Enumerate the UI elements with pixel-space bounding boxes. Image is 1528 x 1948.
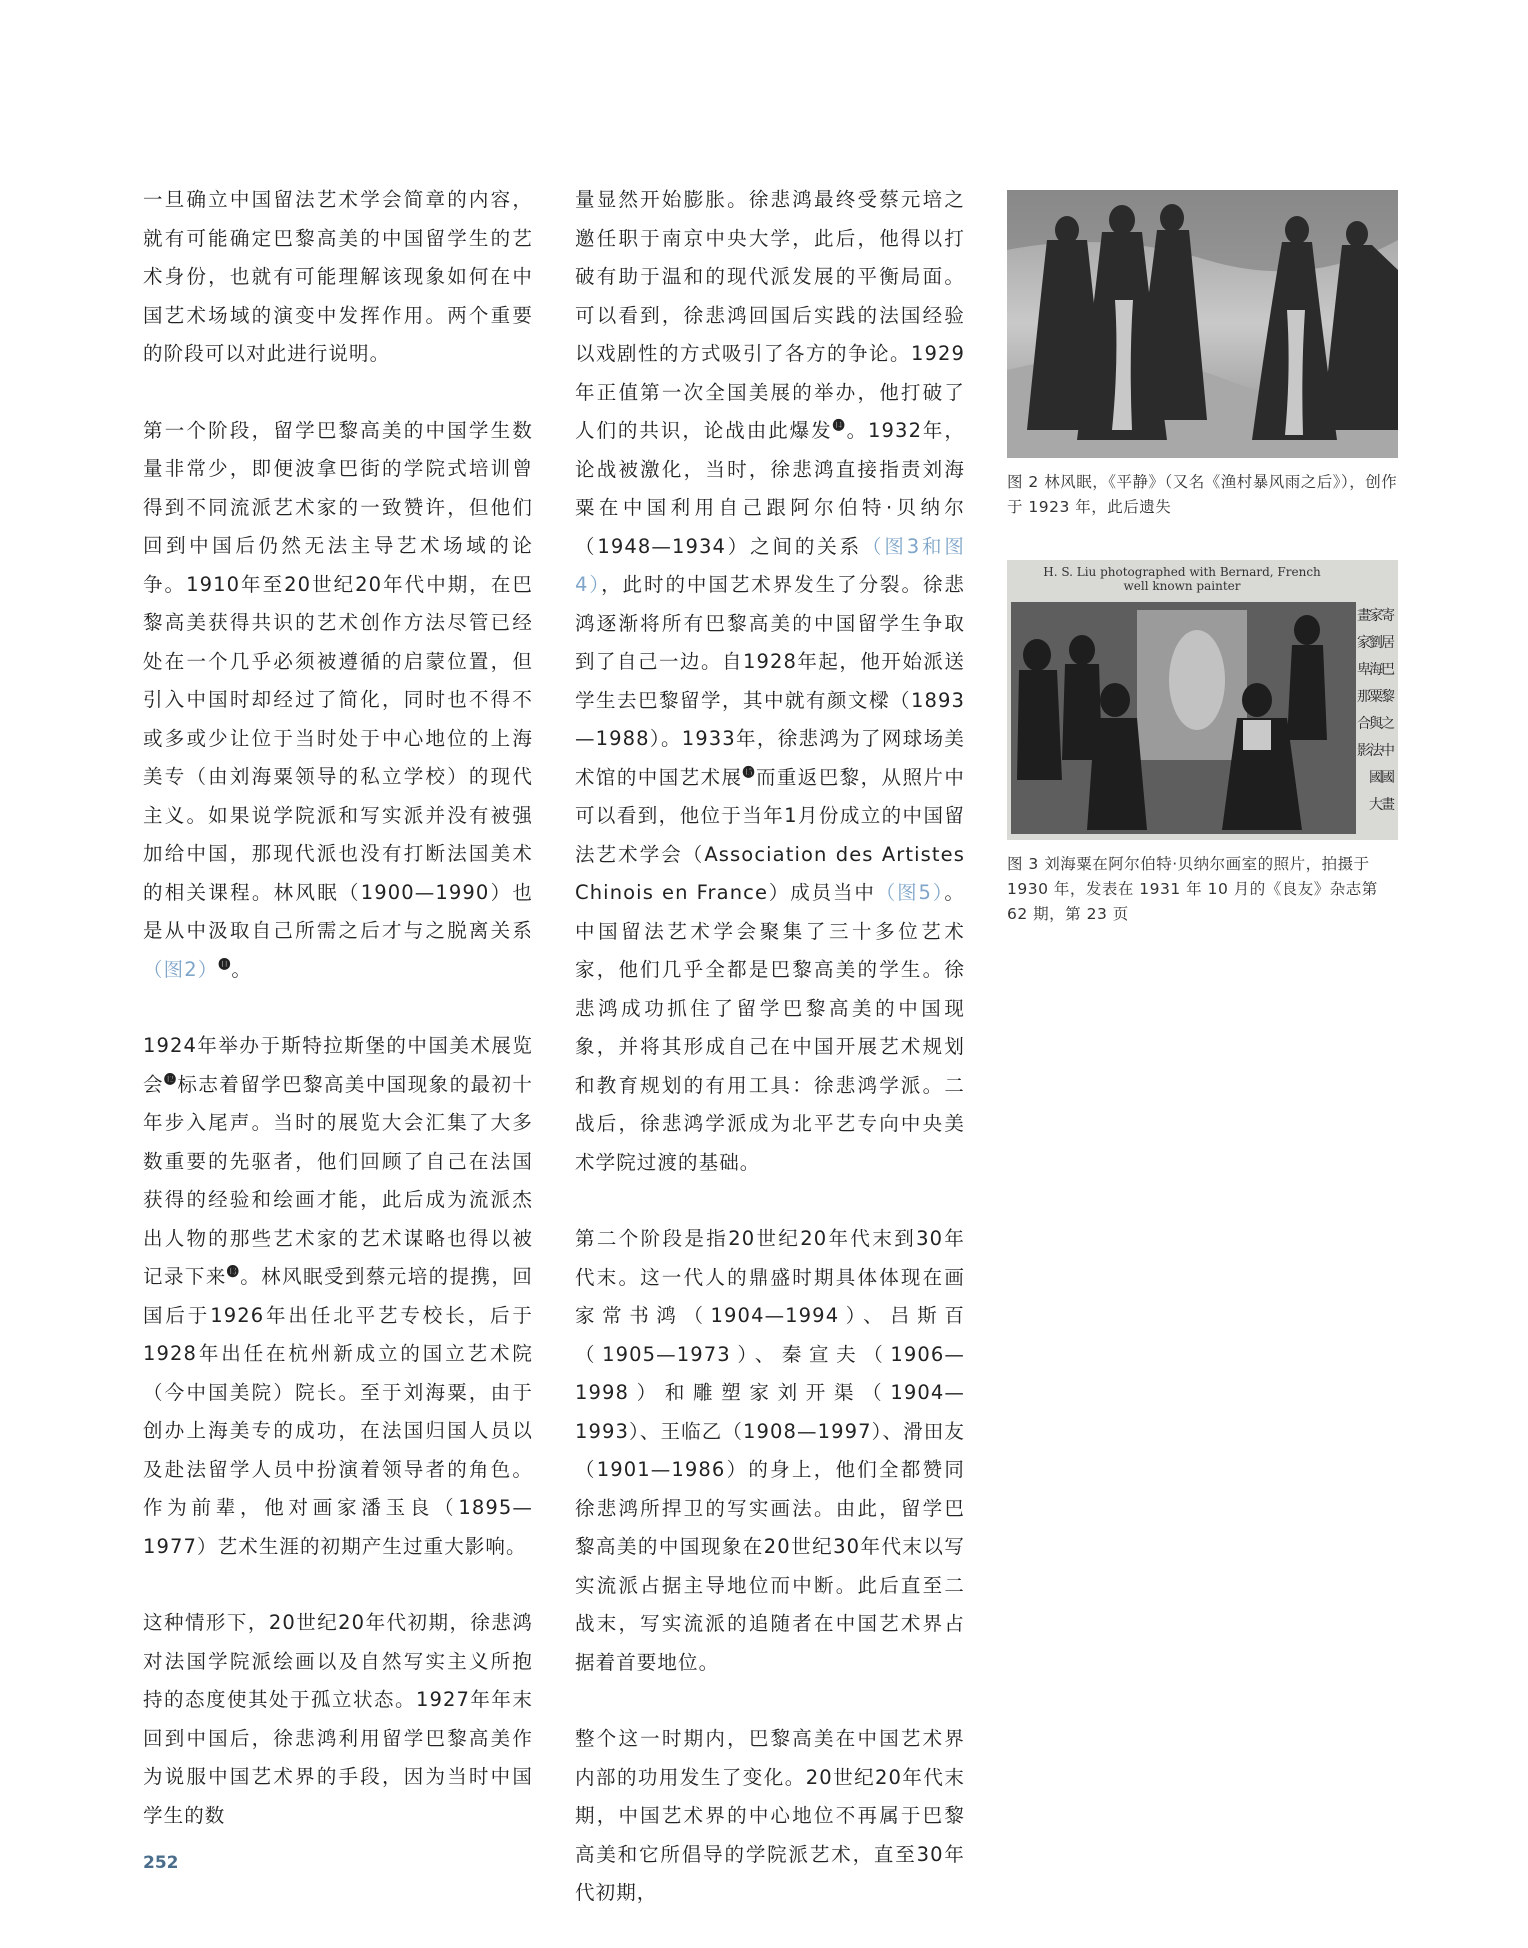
figure-reference-link[interactable]: （图5） <box>875 881 945 904</box>
plate-vertical-char: 海 <box>1369 662 1383 678</box>
figure-reference-link[interactable]: （图2） <box>143 957 219 981</box>
plate-vertical-char: 法 <box>1369 743 1383 759</box>
plate-vertical-char: 黎 <box>1381 689 1395 705</box>
paragraph-text: 标志着留学巴黎高美中国现象的最初十年步入尾声。当时的展览大会汇集了大多数重要的先驱者，他们回顾了自己在法国获得的经验和绘画才能，此后成为流派杰出人物的那些艺术家的艺术谋略也得以被记录下来 <box>143 1072 534 1288</box>
paragraph-text: 第一个阶段，留学巴黎高美的中国学生数量非常少，即便波拿巴街的学院式培训曾得到不同流派艺术家的一致赞许，但他们回到中国后仍然无法主导艺术场域的论争。1910年至20世纪20年代中期，在巴黎高美获得共识的艺术创作方法尽管已经处在一个几乎必须被遵循的启蒙位置，但引入中国时却经过了简化，同时也不得不或多或少让位于当时处于中心地位的上海美专（由刘海粟领导的私立学校）的现代主义。如果说学院派和写实派并没有被强加给中国，那现代派也没有打断法国美术的相关课程。林风眠（1900—1990）也是从中汲取自己所需之后才与之脱离关系 <box>143 418 533 942</box>
plate-vertical-char: 中 <box>1381 743 1395 759</box>
footnote-marker[interactable]: ⓯ <box>742 765 756 779</box>
plate-vertical-char: 巴 <box>1381 662 1395 678</box>
footnote-marker[interactable]: ⓮ <box>832 418 847 433</box>
figure-2-caption: 图 2 林风眠，《平静》（又名《渔村暴风雨之后》），创作于 1923 年，此后遗失 <box>1007 473 1398 516</box>
paragraph <box>143 1604 533 1835</box>
paragraph-text: 第二个阶段是指20世纪20年代末到30年代末。这一代人的鼎盛时期具体体现在画家常书鸿（1904—1994）、吕斯百（1905—1973）、秦宣夫（1906—1998）和雕塑家刘开渠（1904—1993）、王临乙（1908—1997）、滑田友（1901—1986）的身上，他们全都赞同徐悲鸿所捍卫的写实画法。由此，留学巴黎高美的中国现象在20世纪30年代末以写实流派占据主导地位而中断。此后直至二战末，写实流派的追随者在中国艺术界占据着首要地位。 <box>575 1227 965 1674</box>
figure-3-photo-image <box>1007 560 1398 840</box>
paragraph-text: 一旦确立中国留法艺术学会简章的内容，就有可能确定巴黎高美的中国留学生的艺术身份，也就有可能理解该现象如何在中国艺术场域的演变中发挥作用。两个重要的阶段可以对此进行说明。 <box>143 188 533 365</box>
plate-vertical-char: 畫 <box>1357 608 1371 624</box>
paragraph-text: 1924年举办于斯特拉斯堡的中国美术展览会 <box>143 1034 533 1096</box>
paragraph <box>143 412 533 990</box>
paragraph-text: 量显然开始膨胀。徐悲鸿最终受蔡元培之邀任职于南京中央大学，此后，他得以打破有助于温和的现代派发展的平衡局面。可以看到，徐悲鸿回国后实践的法国经验以戏剧性的方式吸引了各方的争论。1929年正值第一次全国美展的举办，他打破了人们的共识，论战由此爆发 <box>575 188 965 442</box>
plate-vertical-char: 那 <box>1357 689 1371 705</box>
paragraph-text: 。中国留法艺术学会聚集了三十多位艺术家，他们几乎全都是巴黎高美的学生。徐悲鸿成功抓住了留学巴黎高美的中国现象，并将其形成自己在中国开展艺术规划和教育规划的有用工具：徐悲鸿学派。二战后，徐悲鸿学派成为北平艺专向中央美术学院过渡的基础。 <box>575 881 965 1174</box>
figure-3 <box>1007 560 1398 927</box>
painting-illustration <box>1007 190 1398 458</box>
paragraph <box>143 1027 533 1566</box>
paragraph-text: 这种情形下，20世纪20年代初期，徐悲鸿对法国学院派绘画以及自然写实主义所抱持的态度使其处于孤立状态。1927年年末回到中国后，徐悲鸿利用留学巴黎高美作为说服中国艺术界的手段，因为当时中国学生的数 <box>143 1611 533 1827</box>
plate-vertical-char: 國 <box>1369 770 1383 786</box>
figure-2-painting-image <box>1007 190 1398 458</box>
footnote-marker[interactable]: ⓭ <box>226 1264 241 1279</box>
footnote-marker[interactable]: ⓬ <box>163 1072 178 1086</box>
paragraph-text: 。林风眠受到蔡元培的提携，回国后于1926年出任北平艺专校长，后于1928年出任在杭州新成立的国立艺术院（今中国美院）院长。至于刘海粟，由于创办上海美专的成功，在法国归国人员以及赴法留学人员中扮演着领导者的角色。作为前辈，他对画家潘玉良（1895—1977）艺术生涯的初期产生过重大影响。 <box>143 1265 534 1558</box>
paragraph-text: 。1932年，论战被激化，当时，徐悲鸿直接指责刘海粟在中国利用自己跟阿尔伯特·贝纳尔（1948—1934）之间的关系 <box>575 419 966 558</box>
plate-vertical-char: 家 <box>1369 608 1383 624</box>
text-column-1 <box>143 181 533 1835</box>
photo-illustration <box>1007 560 1398 840</box>
page-number: 252 <box>143 1853 179 1873</box>
plate-vertical-char: 之 <box>1381 716 1395 732</box>
figure-reference-link[interactable]: （图3和图4） <box>575 534 965 596</box>
paragraph <box>575 181 965 1182</box>
paragraph <box>143 181 533 374</box>
plate-vertical-char: 國 <box>1381 770 1395 786</box>
paragraph-text: 而重返巴黎，从照片中可以看到，他位于当年1月份成立的中国留法艺术学会（Association des Artistes Chinois en France）成员当中 <box>575 765 965 904</box>
paragraph <box>575 1220 965 1682</box>
paragraph-text: ，此时的中国艺术界发生了分裂。徐悲鸿逐渐将所有巴黎高美的中国留学生争取到了自己一边。自1928年起，他开始派送学生去巴黎留学，其中就有颜文樑（1893—1988）。1933年，徐悲鸿为了网球场美术馆的中国艺术展 <box>575 573 966 789</box>
paragraph <box>575 1720 965 1913</box>
plate-vertical-char: 大 <box>1369 797 1383 813</box>
figure-2 <box>1007 190 1398 520</box>
plate-title-line-1: H. S. Liu photographed with Bernard, French <box>1043 565 1321 579</box>
plate-vertical-char: 合 <box>1357 716 1371 732</box>
plate-vertical-char: 畫 <box>1381 797 1395 813</box>
plate-title-line-2: well known painter <box>1123 579 1241 593</box>
plate-vertical-char: 家 <box>1357 635 1371 651</box>
plate-vertical-char: 影 <box>1357 743 1371 759</box>
figure-3-caption: 图 3 刘海粟在阿尔伯特·贝纳尔画室的照片，拍摄于 1930 年，发表在 1931 年 10 月的《良友》杂志第 62 期，第 23 页 <box>1007 855 1378 923</box>
footnote-marker[interactable]: ⓫ <box>218 957 232 971</box>
plate-vertical-char: 劉 <box>1369 635 1383 651</box>
plate-vertical-char: 卑 <box>1357 662 1371 678</box>
plate-vertical-char: 居 <box>1381 635 1395 651</box>
paragraph-text: 整个这一时期内，巴黎高美在中国艺术界内部的功用发生了变化。20世纪20年代末期，中国艺术界的中心地位不再属于巴黎高美和它所倡导的学院派艺术，直至30年代初期， <box>575 1727 965 1904</box>
text-column-2 <box>575 181 965 1913</box>
paragraph-text: 。 <box>231 957 253 981</box>
plate-vertical-char: 粟 <box>1369 689 1383 705</box>
plate-vertical-char: 寄 <box>1381 608 1395 624</box>
plate-vertical-char: 與 <box>1369 716 1383 732</box>
